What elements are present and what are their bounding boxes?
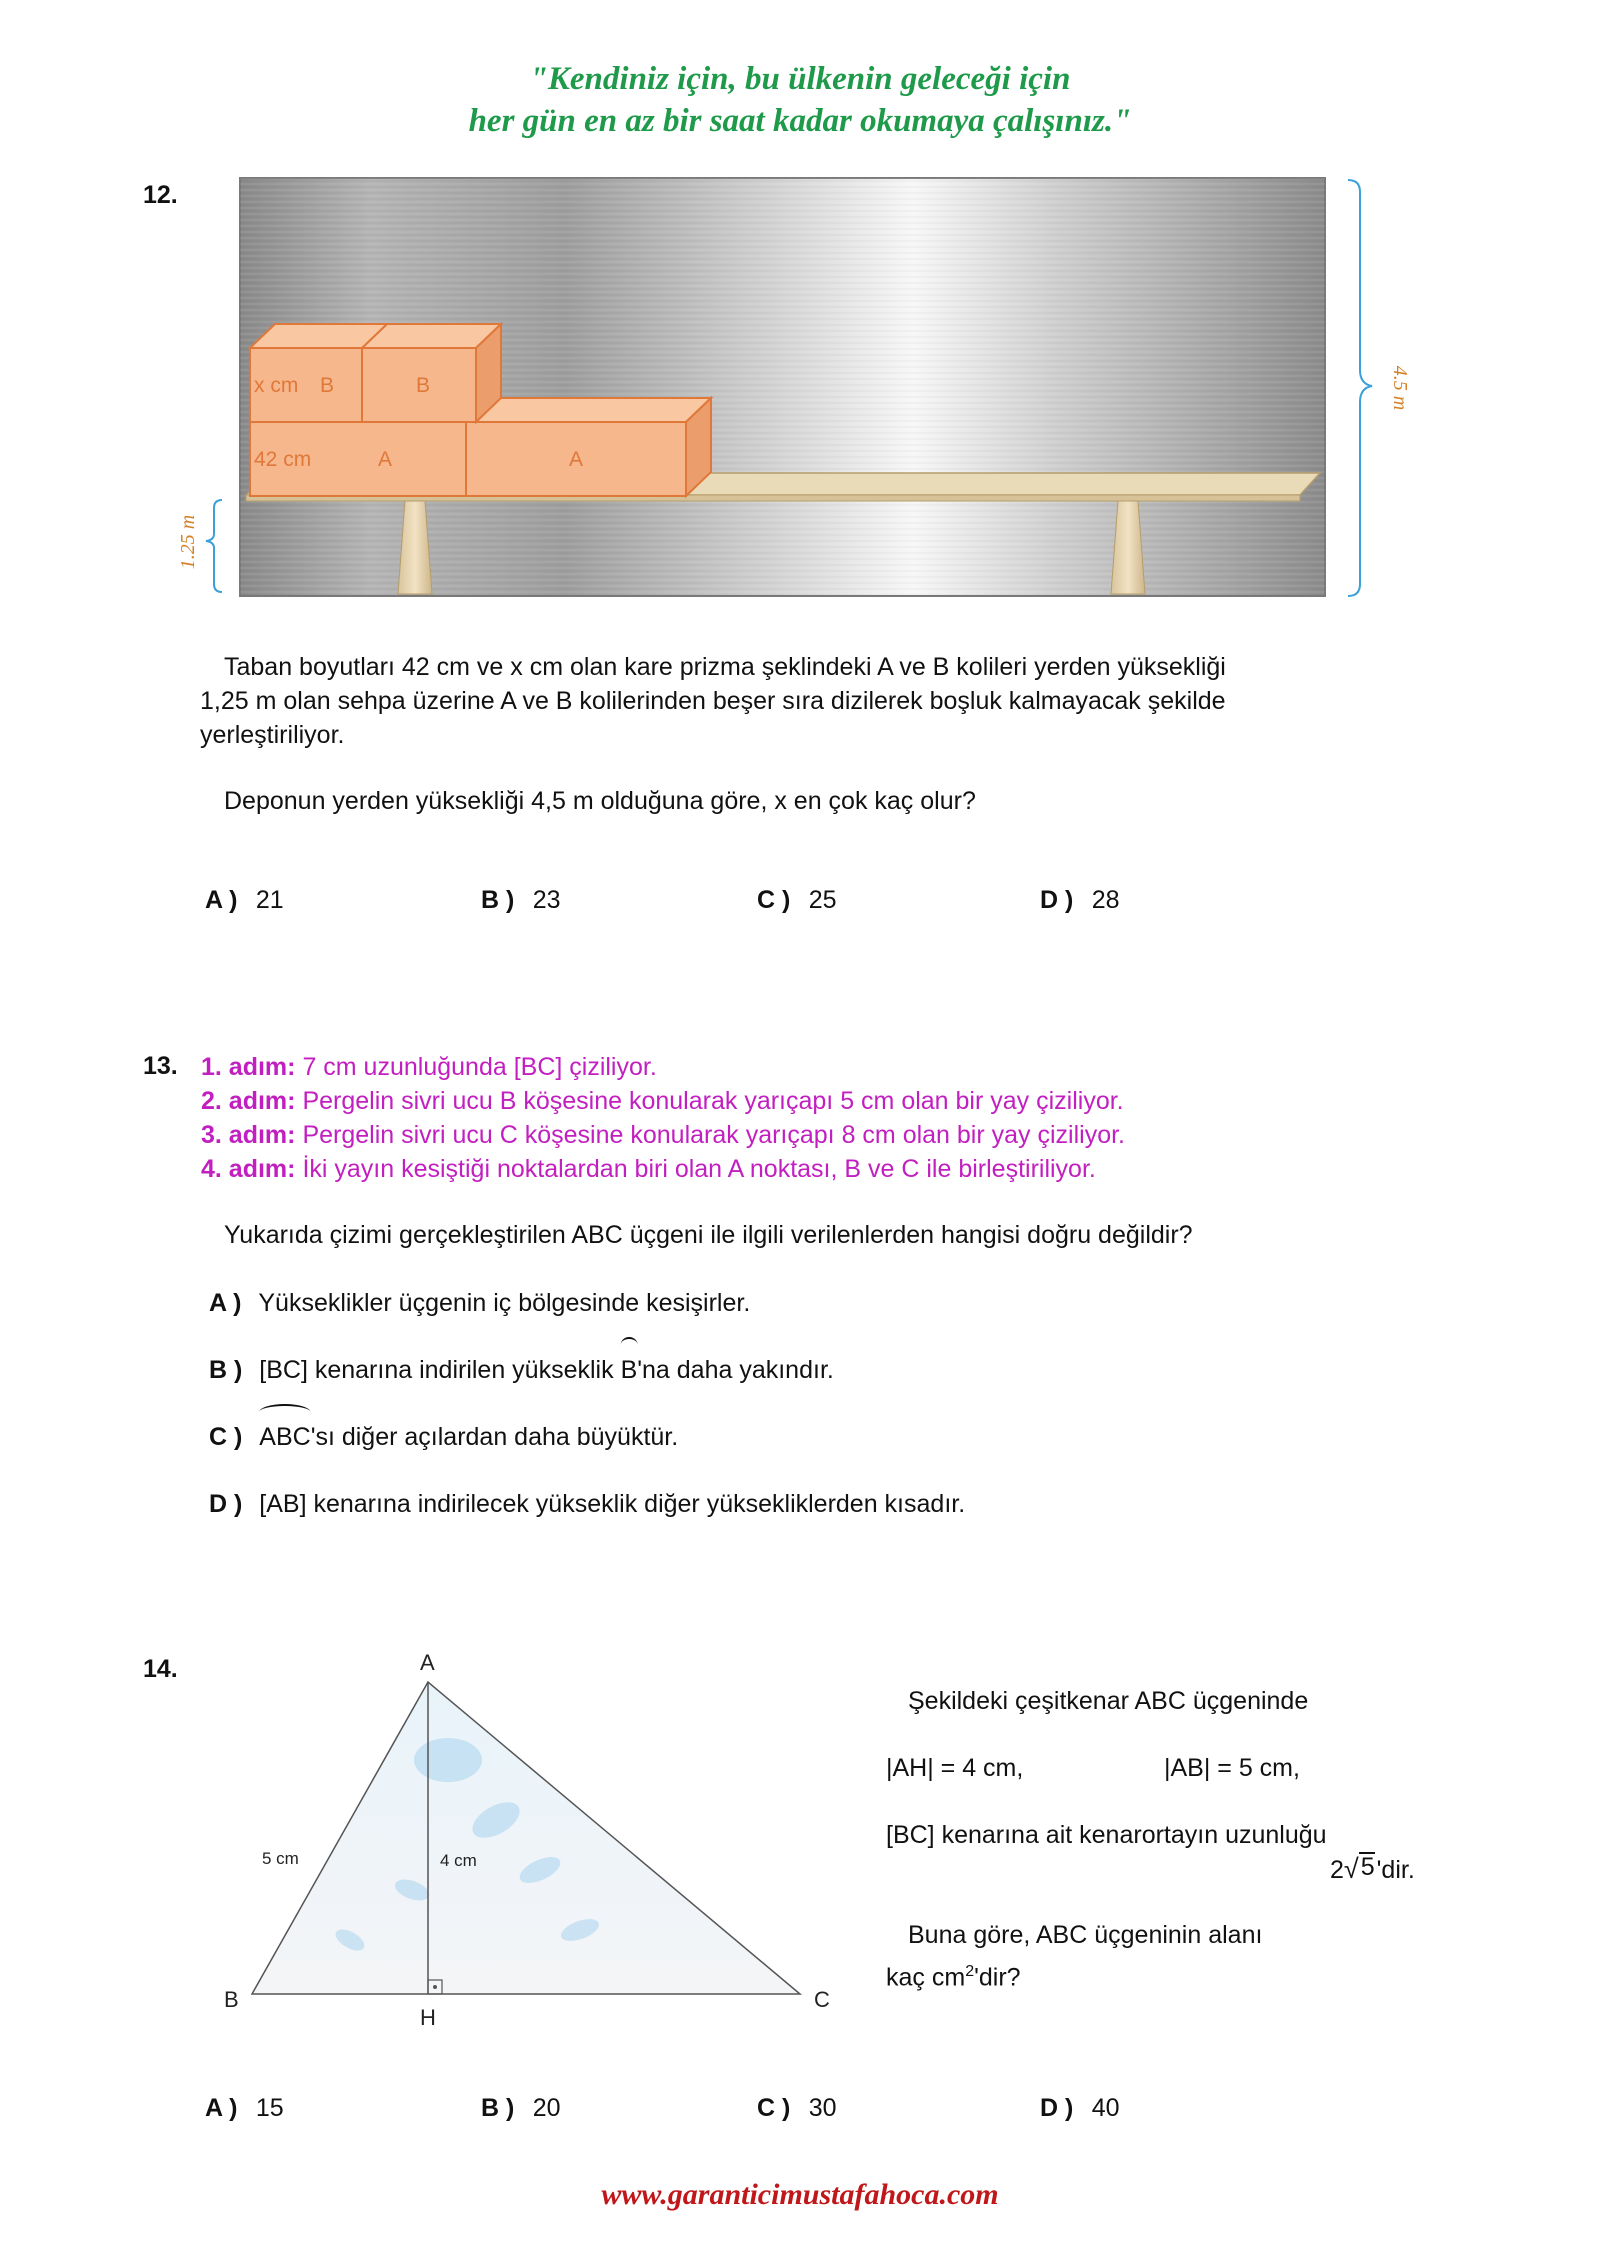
option-text: 20 (532, 2094, 561, 2122)
option-letter: C ) (209, 1423, 243, 1451)
median-suffix: 'dir. (1376, 1856, 1415, 1884)
q14-ab-given: |AB| = 5 cm, (1164, 1754, 1300, 1782)
median-radicand: 5 (1360, 1853, 1375, 1881)
option-text: 21 (255, 886, 284, 914)
q12-paragraph-line1: Taban boyutları 42 cm ve x cm olan kare prizma şeklindeki A ve B kolileri yerden yüksekliği (224, 653, 1226, 681)
box-b-small-label: B (320, 374, 335, 397)
q12-option-d[interactable] (1040, 886, 1120, 915)
option-letter: A ) (205, 2094, 238, 2122)
option-letter: D ) (1040, 886, 1074, 914)
option-text: 30 (808, 2094, 837, 2122)
option-text: 15 (255, 2094, 284, 2122)
question-14-number: 14. (143, 1655, 178, 1683)
q12-option-b[interactable] (481, 886, 561, 915)
vertex-b-label: B (224, 1987, 239, 2012)
vertex-c-label: C (814, 1987, 830, 2012)
q14-triangle-figure (200, 1640, 860, 2040)
q12-paragraph-line3: yerleştiriliyor. (200, 721, 345, 749)
option-letter: B ) (209, 1356, 243, 1384)
option-text: 23 (532, 886, 561, 914)
header-quote (0, 58, 1600, 142)
q12-option-c[interactable] (757, 886, 837, 915)
q14-ah-given: |AH| = 4 cm, (886, 1754, 1024, 1782)
box-a-big-label: A (569, 448, 584, 471)
triangle-abc (252, 1682, 800, 1994)
q13-option-b[interactable] (209, 1353, 834, 1387)
angle-b-symbol: B (621, 1353, 638, 1387)
question-12-number: 12. (143, 181, 178, 209)
q14-line1: Şekildeki çeşitkenar ABC üçgeninde (908, 1687, 1309, 1715)
option-letter: B ) (481, 2094, 515, 2122)
q13-step-4: 4. adım: İki yayın kesiştiği noktalardan biri olan A noktası, B ve C ile birleştiriliyor. (201, 1155, 1096, 1183)
side-ab-length: 5 cm (262, 1849, 299, 1868)
q14-question-line2: kaç $cm^2'dir$? (886, 1963, 1021, 1992)
table-height-label: 1.25 m (177, 514, 199, 570)
q14-question-line1: Buna göre, ABC üçgeninin alanı (908, 1921, 1263, 1949)
foot-h-label: H (420, 2005, 436, 2030)
warehouse-height-label: 4.5 m (1389, 365, 1411, 411)
sqrt-symbol: √ 5 (1343, 1853, 1375, 1884)
q13-option-d[interactable] (209, 1487, 965, 1521)
option-letter: C ) (757, 2094, 791, 2122)
footer-website[interactable]: www.garanticimustafahoca.com (601, 2178, 999, 2211)
question-13-number: 13. (143, 1052, 178, 1080)
q12-option-a[interactable] (205, 886, 284, 915)
q13-steps (201, 1050, 1125, 1186)
q12-paragraph-line2: 1,25 m olan sehpa üzerine A ve B kolilerinden beşer sıra dizilerek boşluk kalmayacak şekilde (200, 687, 1226, 715)
warehouse-height-bracket (1348, 180, 1372, 596)
option-text: 25 (808, 886, 837, 914)
q12-warehouse-figure (150, 170, 1430, 610)
q13-option-a[interactable] (209, 1286, 750, 1320)
q12-stem (200, 650, 1430, 752)
option-letter: C ) (757, 886, 791, 914)
q13-step-1: 1. adım: 7 cm uzunluğunda [BC] çiziliyor. (201, 1053, 657, 1081)
option-text-post: 'na daha yakındır. (637, 1356, 834, 1384)
box-a-small-dim: 42 cm (254, 448, 312, 471)
q12-question: Deponun yerden yüksekliği 4,5 m olduğuna göre, x en çok kaç olur? (224, 787, 976, 815)
q14-median-value (1330, 1852, 1415, 1887)
q13-question: Yukarıda çizimi gerçekleştirilen ABC üçgeni ile ilgili verilenlerden hangisi doğru değildir? (224, 1221, 1193, 1249)
q14-option-b[interactable] (481, 2094, 561, 2123)
table-height-bracket (206, 500, 222, 592)
q14-option-c[interactable] (757, 2094, 837, 2123)
option-text: Yükseklikler üçgenin iç bölgesinde kesişirler. (258, 1289, 751, 1317)
box-a-small-label: A (378, 448, 393, 471)
q13-option-c[interactable] (209, 1420, 678, 1454)
q13-step-3: 3. adım: Pergelin sivri ucu C köşesine konularak yarıçapı 8 cm olan bir yay çiziliyor. (201, 1121, 1125, 1149)
vertex-a-label: A (420, 1650, 435, 1675)
option-text: 28 (1091, 886, 1120, 914)
squared-superscript: 2 (965, 1963, 975, 1980)
q14-median-text: [BC] kenarına ait kenarortayın uzunluğu (886, 1821, 1327, 1849)
altitude-ah-length: 4 cm (440, 1851, 477, 1870)
header-quote-line2: her gün en az bir saat kadar okumaya çalışınız." (468, 103, 1132, 139)
q14-option-d[interactable] (1040, 2094, 1120, 2123)
option-letter: B ) (481, 886, 515, 914)
option-text-pre: [BC] kenarına indirilen yükseklik (259, 1356, 621, 1384)
option-letter: D ) (1040, 2094, 1074, 2122)
option-letter: A ) (205, 886, 238, 914)
q14-option-a[interactable] (205, 2094, 284, 2123)
header-quote-line1: "Kendiniz için, bu ülkenin geleceği için (529, 61, 1071, 97)
box-b-big-label: B (416, 374, 431, 397)
q13-step-2: 2. adım: Pergelin sivri ucu B köşesine konularak yarıçapı 5 cm olan bir yay çiziliyor. (201, 1087, 1124, 1115)
median-coefficient: 2 (1330, 1856, 1344, 1884)
box-b-small-dim: x cm (254, 374, 299, 397)
option-text: [AB] kenarına indirilecek yükseklik diğer yüksekliklerden kısadır. (259, 1490, 966, 1518)
angle-abc-symbol: ABC (259, 1420, 310, 1454)
option-letter: D ) (209, 1490, 243, 1518)
option-letter: A ) (209, 1289, 242, 1317)
option-text: 40 (1091, 2094, 1120, 2122)
option-text-post: 'sı diğer açılardan daha büyüktür. (310, 1423, 679, 1451)
